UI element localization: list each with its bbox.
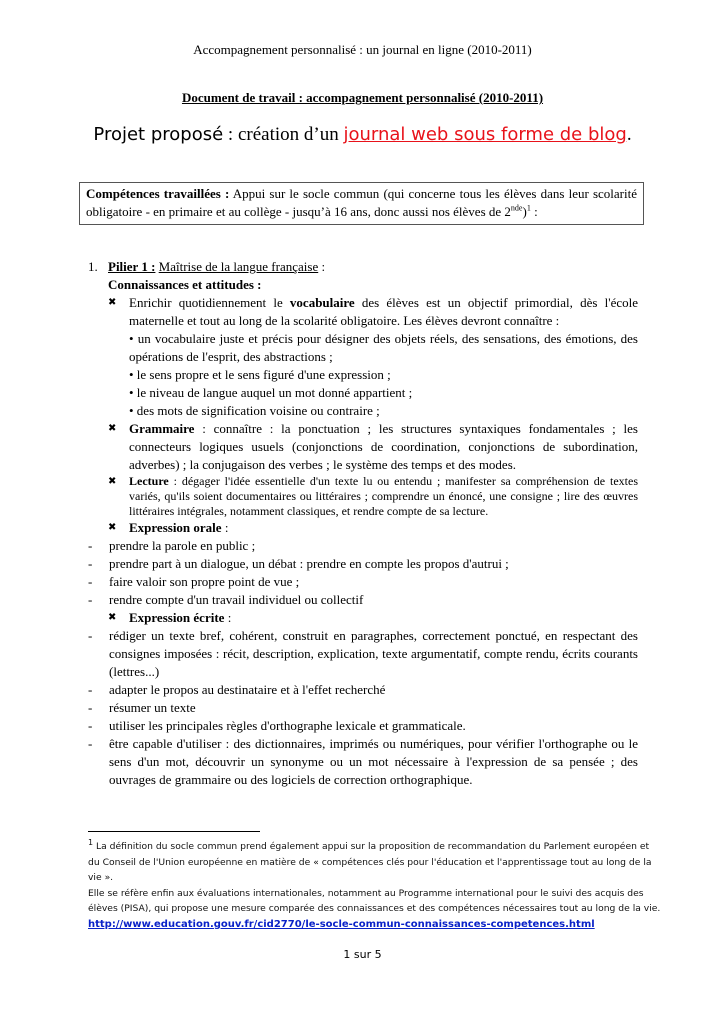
footnote-line: vie ». <box>88 872 114 883</box>
footnote-separator <box>88 831 260 832</box>
dash-bullet: - <box>88 682 93 697</box>
grammaire-label: Grammaire <box>129 421 195 436</box>
footnote <box>88 837 661 932</box>
orale-label: Expression orale <box>129 520 222 535</box>
colon: : <box>530 204 538 219</box>
dash-list-item <box>88 681 638 699</box>
section-subtitle: Connaissances et attitudes : <box>108 277 262 292</box>
dash-item-text: rendre compte d'un travail individuel ou collectif <box>109 592 364 607</box>
ecrite-label: Expression écrite <box>129 610 225 625</box>
dash-bullet: - <box>88 592 93 607</box>
pilier-heading <box>88 258 638 276</box>
footnote-link[interactable]: http://www.education.gouv.fr/cid2770/le-socle-commun-connaissances-competences.html <box>88 918 595 930</box>
lecture-label: Lecture <box>129 474 169 488</box>
list-item-ecrite <box>108 609 638 627</box>
lecture-text: : dégager l'idée essentielle d'un texte lu ou entendu ; manifester sa compréhension de textes variés, qu'ils soient documentaires ou littéraires ; comprendre un énoncé, une consigne ; lire des œuvres littéraires intégrales, notamment classiques, et rendre compte de sa lecture. <box>129 474 638 518</box>
dash-item-text: rédiger un texte bref, cohérent, construit en paragraphes, correctement ponctué, en respectant des consignes imposées : récit, description, explication, texte argumentatif, compte rendu, écrits courants (lettres...) <box>109 628 638 679</box>
pilier-title: Maîtrise de la langue française <box>158 259 319 274</box>
colon: : <box>318 259 326 274</box>
dash-bullet: - <box>88 736 93 751</box>
cross-bullet-icon: ✖ <box>108 297 117 308</box>
dash-bullet: - <box>88 628 93 643</box>
list-item-lecture <box>108 474 638 519</box>
dash-bullet: - <box>88 556 93 571</box>
dash-list-item <box>88 699 638 717</box>
cross-bullet-icon: ✖ <box>108 476 117 487</box>
dash-item-text: être capable d'utiliser : des dictionnaires, imprimés ou numériques, pour vérifier l'orthographe ou le sens d'un mot, découvrir un synonyme ou un mot nécessaire à l'expression de sa pensée ; des ouvrages de grammaire ou des logiciels de correction orthographique. <box>109 736 638 787</box>
vocab-line: • un vocabulaire juste et précis pour désigner des objets réels, des sensations, des émotions, des opérations de l'esprit, des abstractions ; <box>129 331 638 364</box>
project-sep: : création d’un <box>223 124 344 145</box>
dash-list-item <box>88 555 638 573</box>
sup-nde: nde <box>510 203 523 213</box>
list-number: 1. <box>88 259 98 274</box>
vocab-line: • le sens propre et le sens figuré d'une expression ; <box>129 367 391 382</box>
document-title: Document de travail : accompagnement personnalisé (2010-2011) <box>181 90 544 105</box>
vocab-text-2: des élèves est un objectif primordial, dès l'école maternelle et tout au long de la scolarité obligatoire. Les élèves devront connaître : <box>129 295 638 328</box>
competences-label: Compétences travaillées : <box>86 186 230 201</box>
dash-item-text: résumer un texte <box>109 700 196 715</box>
dash-bullet: - <box>88 718 93 733</box>
footnote-line: Elle se réfère enfin aux évaluations internationales, notamment au Programme international pour le suivi des acquis des <box>88 887 644 899</box>
cross-bullet-icon: ✖ <box>108 423 117 434</box>
list-item-orale <box>108 519 638 537</box>
paren: ) <box>522 204 527 219</box>
list-item-vocabulaire <box>108 294 638 420</box>
vocab-text: Enrichir quotidiennement le <box>129 295 290 310</box>
project-end: . <box>626 124 632 145</box>
dash-item-text: prendre part à un dialogue, un débat : prendre en compte les propos d'autrui ; <box>109 556 509 571</box>
dash-bullet: - <box>88 538 93 553</box>
dash-bullet: - <box>88 700 93 715</box>
project-heading <box>0 124 725 146</box>
dash-item-text: adapter le propos au destinataire et à l'effet recherché <box>109 682 386 697</box>
competences-text: Appui sur le socle commun (qui concerne tous les élèves dans leur scolarité obligatoire - en primaire et au collège - jusqu’à 16 ans, donc aussi nos élèves de 2 <box>86 186 637 219</box>
main-content <box>88 258 638 789</box>
dash-item-text: prendre la parole en public ; <box>109 538 256 553</box>
vocab-line: • des mots de signification voisine ou contraire ; <box>129 403 380 418</box>
colon: : <box>221 520 229 535</box>
pilier-label: Pilier 1 : <box>108 259 156 274</box>
project-label: Projet proposé <box>93 124 224 145</box>
footnote-line: élèves (PISA), qui propose une mesure comparée des connaissances et des compétences nécessaires tout au long de la vie. <box>88 903 661 914</box>
dash-bullet: - <box>88 574 93 589</box>
footnote-line: La définition du socle commun prend également appui sur la proposition de recommandation du Parlement européen et <box>93 841 650 852</box>
dash-list-item <box>88 627 638 681</box>
competences-box <box>79 182 644 225</box>
list-item-grammaire <box>108 420 638 474</box>
vocab-bold: vocabulaire <box>289 295 355 310</box>
running-header: Accompagnement personnalisé : un journal en ligne (2010-2011) <box>193 42 532 57</box>
dash-item-text: utiliser les principales règles d'orthographe lexicale et grammaticale. <box>109 718 466 733</box>
footnote-line: du Conseil de l'Union européenne en matière de « compétences clés pour l'éducation et l'apprentissage tout au long de la <box>88 856 652 868</box>
dash-list-item <box>88 735 638 789</box>
dash-list-item <box>88 537 638 555</box>
vocab-line: • le niveau de langue auquel un mot donné appartient ; <box>129 385 413 400</box>
footnote-number: 1 <box>88 837 94 847</box>
dash-list-item <box>88 573 638 591</box>
cross-bullet-icon: ✖ <box>108 522 117 533</box>
dash-list-item <box>88 717 638 735</box>
colon: : <box>224 610 232 625</box>
dash-list-item <box>88 591 638 609</box>
page-number: 1 sur 5 <box>343 948 382 961</box>
footnote-ref[interactable]: 1 <box>526 203 531 213</box>
grammaire-text: : connaître : la ponctuation ; les structures syntaxiques fondamentales ; les connecteurs logiques usuels (conjonctions de coordination, conjonctions de subordination, adverbes) ; la conjugaison des verbes ; le système des temps et des modes. <box>129 421 638 472</box>
dash-item-text: faire valoir son propre point de vue ; <box>109 574 300 589</box>
project-link[interactable]: journal web sous forme de blog <box>343 124 627 145</box>
cross-bullet-icon: ✖ <box>108 612 117 623</box>
